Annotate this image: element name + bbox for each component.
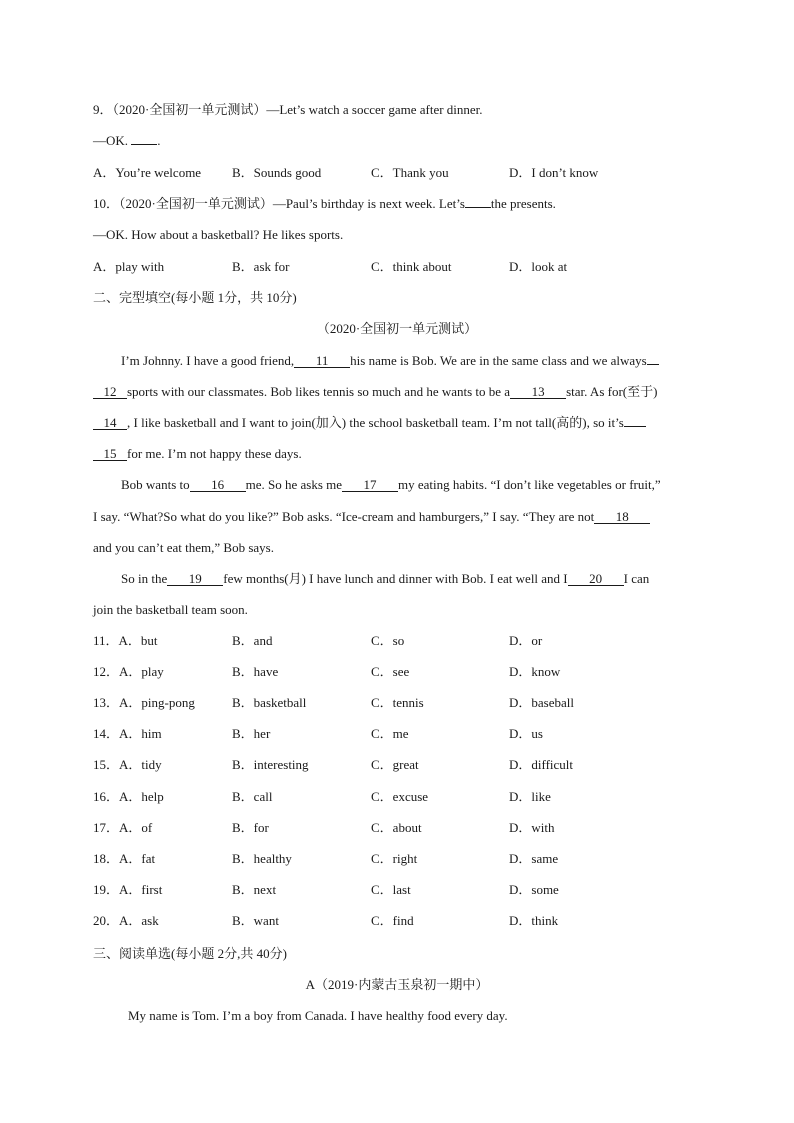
q9-reply [93,133,161,149]
passage-text: for me. I’m not happy these days. [127,446,302,461]
q9-option-c: C．Thank you [371,165,449,180]
option-a: A．but [118,633,158,648]
option-d: D．think [509,913,559,928]
question-row [93,789,164,805]
option-a: A．play [119,664,164,679]
passage-line-8 [121,571,649,587]
blank-12-start [647,364,659,365]
option-c: C．excuse [371,789,429,804]
blank-12: 12 [93,385,127,399]
passage-text: , I like basketball and I want to join(加入) the school basketball team. I’m not tall(高的), so it’s [127,415,624,430]
question-number: 13． [93,695,120,710]
passage-line-3 [93,415,646,431]
option-d: D．like [509,789,551,804]
question-number: 11． [93,633,119,648]
section3-source: A（2019·内蒙古玉泉初一期中） [305,977,489,992]
option-b: B．for [232,820,269,835]
question-number: 18． [93,851,120,866]
q9-reply-end: . [157,133,161,148]
option-a: A．first [119,882,163,897]
passage-line-4 [93,446,302,462]
option-b: B．have [232,664,279,679]
section3-heading: 三、阅读单选(每小题 2分,共 40分) [93,946,287,961]
question-row [93,664,164,680]
option-a: A．of [119,820,153,835]
q9-reply-text: —OK. [93,133,132,148]
blank-13: 13 [510,385,566,399]
blank-20: 20 [568,572,624,586]
passage-line-5 [121,477,661,493]
q10-reply: —OK. How about a basketball? He likes sports. [93,227,344,242]
reading-a-first-line: My name is Tom. I’m a boy from Canada. I have healthy food every day. [128,1008,508,1023]
passage-text: I can [623,571,650,586]
option-b: B．and [232,633,273,648]
question-row [93,695,195,711]
q9-option-d: D．I don’t know [509,165,599,180]
q9-blank [131,144,157,145]
passage-text: few months(月) I have lunch and dinner with Bob. I eat well and I [223,571,568,586]
q9-option-a: A．You’re welcome [93,165,202,180]
passage-line-7: and you can’t eat them,” Bob says. [93,540,274,555]
option-a: A．help [119,789,164,804]
q10-option-a: A．play with [93,259,165,274]
q10-stem-end: the presents. [490,196,556,211]
question-number: 15． [93,757,120,772]
blank-15-start [624,426,646,427]
passage-line-1 [121,353,659,369]
passage-line-2 [93,384,657,400]
option-c: C．find [371,913,414,928]
section2-heading: 二、完型填空(每小题 1分，共 10分) [93,290,297,305]
option-a: A．him [119,726,162,741]
passage-line-9: join the basketball team soon. [93,602,248,617]
option-c: C．about [371,820,422,835]
question-number: 16． [93,789,120,804]
q10-stem-text: 10．（2020·全国初一单元测试）—Paul’s birthday is next week. Let’s [93,196,465,211]
blank-17: 17 [342,478,398,492]
question-number: 14． [93,726,120,741]
question-number: 17． [93,820,120,835]
option-b: B．interesting [232,757,309,772]
blank-16: 16 [190,478,246,492]
option-d: D．or [509,633,543,648]
q10-blank [465,207,491,208]
option-a: A．ping-pong [119,695,195,710]
q10-stem [93,196,556,212]
option-a: A．fat [119,851,156,866]
option-d: D．same [509,851,559,866]
option-c: C．tennis [371,695,424,710]
option-c: C．great [371,757,419,772]
passage-text: sports with our classmates. Bob likes tennis so much and he wants to be a [127,384,511,399]
passage-text: his name is Bob. We are in the same class and we always [350,353,647,368]
option-d: D．some [509,882,559,897]
passage-text: I’m Johnny. I have a good friend, [121,353,295,368]
question-number: 20． [93,913,120,928]
option-b: B．next [232,882,277,897]
option-d: D．baseball [509,695,574,710]
q10-option-b: B．ask for [232,259,290,274]
option-b: B．basketball [232,695,307,710]
question-row [93,820,152,836]
blank-19: 19 [167,572,223,586]
question-row [93,726,162,742]
question-row [93,633,158,649]
option-c: C．right [371,851,418,866]
passage-text: So in the [121,571,168,586]
option-d: D．with [509,820,555,835]
passage-text: me. So he asks me [245,477,343,492]
blank-15: 15 [93,447,127,461]
passage-text: Bob wants to [121,477,190,492]
option-c: C．me [371,726,409,741]
question-row [93,851,155,867]
option-d: D．know [509,664,561,679]
option-c: C．see [371,664,410,679]
option-c: C．so [371,633,405,648]
option-a: A．tidy [119,757,162,772]
blank-11: 11 [294,354,350,368]
passage-text: my eating habits. “I don’t like vegetables or fruit,” [398,477,661,492]
section2-source: （2020·全国初一单元测试） [316,321,478,336]
passage-text: I say. “What?So what do you like?” Bob asks. “Ice-cream and hamburgers,” I say. “They are not [93,509,595,524]
option-c: C．last [371,882,411,897]
option-b: B．healthy [232,851,292,866]
q10-option-d: D．look at [509,259,568,274]
question-row [93,913,159,929]
option-d: D．us [509,726,543,741]
question-number: 12． [93,664,120,679]
option-a: A．ask [119,913,159,928]
blank-14: 14 [93,416,127,430]
q9-stem: 9．（2020·全国初一单元测试）—Let’s watch a soccer game after dinner. [93,102,483,117]
option-b: B．her [232,726,271,741]
option-d: D．difficult [509,757,574,772]
question-row [93,757,162,773]
q9-option-b: B．Sounds good [232,165,322,180]
passage-text: star. As for(至于) [566,384,658,399]
option-b: B．call [232,789,273,804]
blank-18: 18 [594,510,650,524]
question-number: 19． [93,882,120,897]
option-b: B．want [232,913,279,928]
q10-option-c: C．think about [371,259,452,274]
passage-line-6 [93,509,650,525]
question-row [93,882,162,898]
